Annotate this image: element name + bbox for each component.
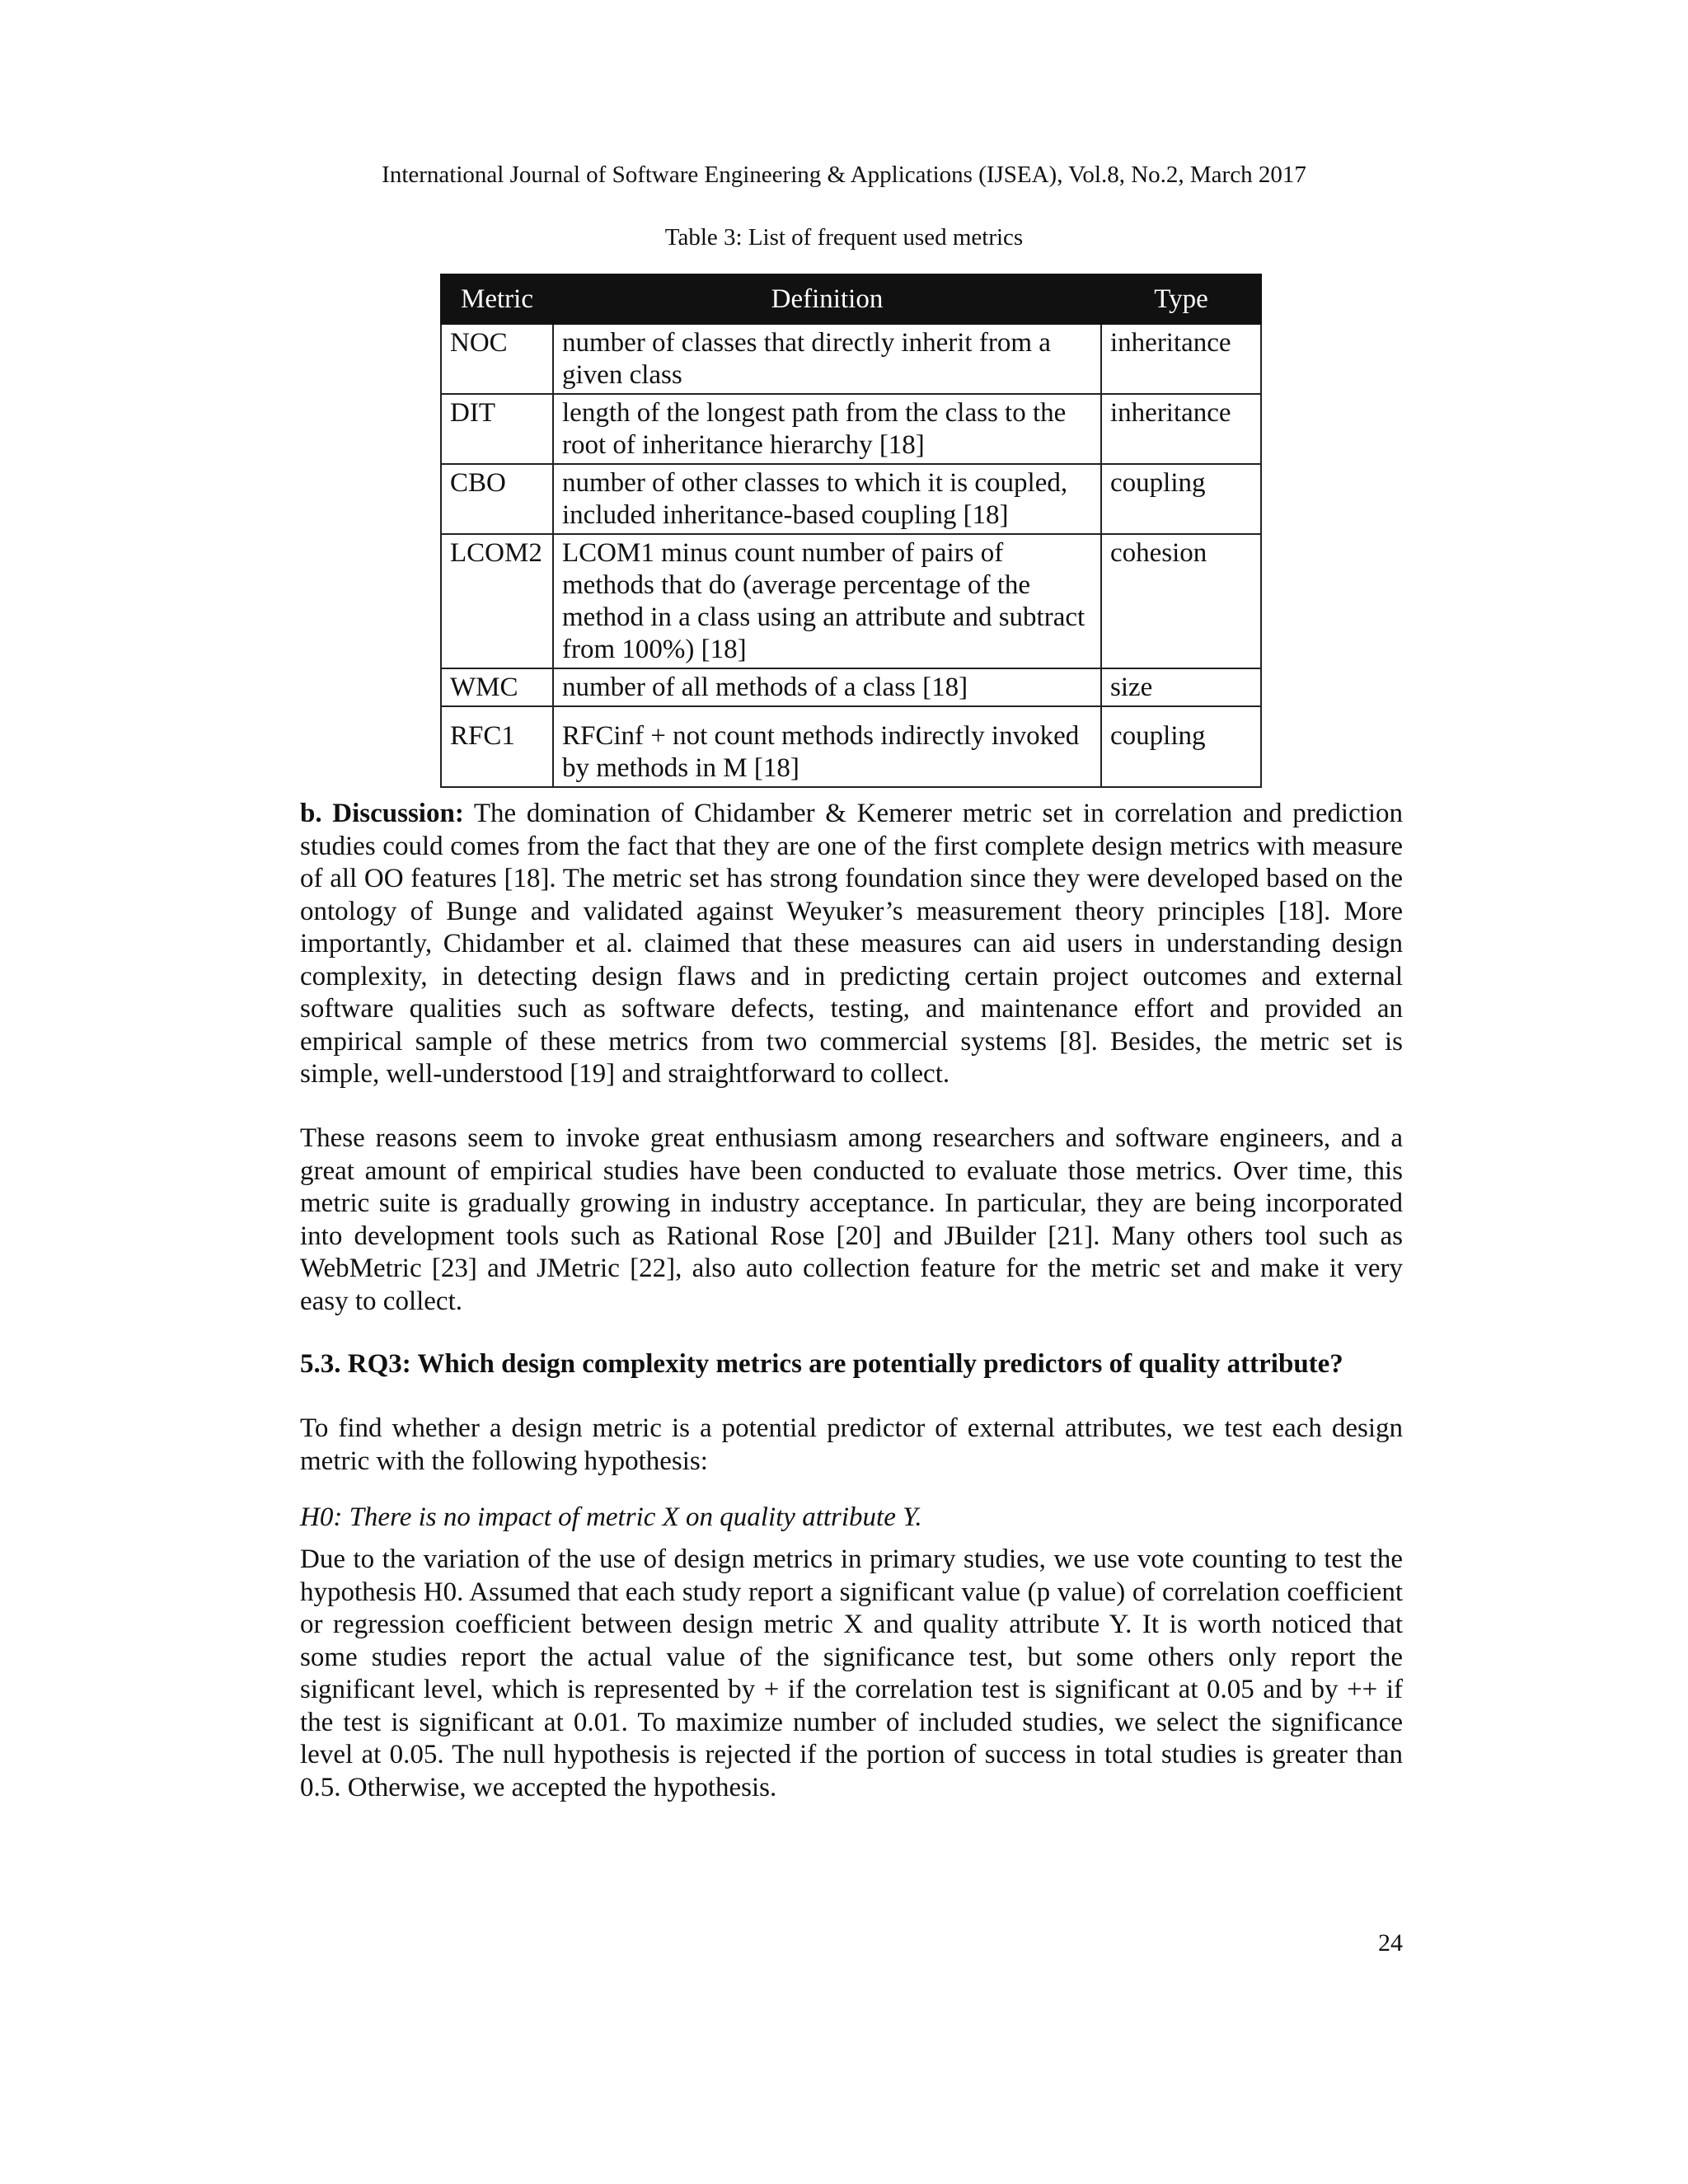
- table-row: [441, 534, 1261, 668]
- section-heading: 5.3. RQ3: Which design complexity metrics are potentially predictors of quality attribute?: [300, 1349, 1343, 1379]
- vote-counting-text: Due to the variation of the use of design metrics in primary studies, we use vote counting to test the hypothesis H0. Assumed that each study report a significant value (p value) of correlation coefficient or regression coefficient between design metric X and quality attribute Y. It is worth noticed that some studies report the actual value of the significance test, but some others only report the significant level, which is represented by + if the correlation test is significant at 0.05 and by ++ if the test is significant at 0.01. To maximize number of included studies, we select the significance level at 0.05. The null hypothesis is rejected if the portion of success in total studies is greater than 0.5. Otherwise, we accepted the hypothesis.: [300, 1544, 1403, 1802]
- table-caption: Table 3: List of frequent used metrics: [664, 224, 1024, 251]
- metric-cell: NOC: [441, 324, 553, 394]
- table-row: [441, 464, 1261, 534]
- page-number: 24: [1378, 1929, 1403, 1957]
- type-cell: inheritance: [1101, 394, 1261, 464]
- definition-cell: number of all methods of a class [18]: [553, 668, 1101, 706]
- reasons-paragraph: [300, 1122, 1403, 1318]
- metric-cell: WMC: [441, 668, 553, 706]
- metric-cell: RFC1: [441, 706, 553, 787]
- metrics-table: [440, 274, 1262, 788]
- reasons-text: These reasons seem to invoke great enthusiasm among researchers and software engineers, and a great amount of empirical studies have been conducted to evaluate those metrics. Over time, this metric suite is gradually growing in industry acceptance. In particular, they are being incorporated into development tools such as Rational Rose [20] and JBuilder [21]. Many others tool such as WebMetric [23] and JMetric [22], also auto collection feature for the metric set and make it very easy to collect.: [300, 1123, 1403, 1316]
- discussion-text: The domination of Chidamber & Kemerer metric set in correlation and prediction studies could comes from the fact that they are one of the first complete design metrics with measure of all OO features [18]. The metric set has strong foundation since they were developed based on the ontology of Bunge and validated against Weyuker’s measurement theory principles [18]. More importantly, Chidamber et al. claimed that these measures can aid users in understanding design complexity, in detecting design flaws and in predicting certain project outcomes and external software qualities such as software defects, testing, and maintenance effort and provided an empirical sample of these metrics from two commercial systems [8]. Besides, the metric set is simple, well-understood [19] and straightforward to collect.: [300, 799, 1404, 1089]
- type-cell: cohesion: [1101, 534, 1261, 668]
- table-row: [441, 324, 1261, 394]
- column-header-definition: Definition: [553, 274, 1101, 324]
- discussion-paragraph: [300, 798, 1403, 1091]
- metric-cell: DIT: [441, 394, 553, 464]
- type-cell: inheritance: [1101, 324, 1261, 394]
- type-cell: coupling: [1101, 464, 1261, 534]
- type-cell: size: [1101, 668, 1261, 706]
- metric-cell: LCOM2: [441, 534, 553, 668]
- discussion-label: b. Discussion:: [300, 799, 464, 828]
- vote-counting-paragraph: [300, 1544, 1403, 1804]
- table-row: [441, 394, 1261, 464]
- column-header-metric: Metric: [441, 274, 553, 324]
- table-header-row: [441, 274, 1261, 324]
- definition-cell: number of other classes to which it is coupled, included inheritance-based coupling [18]: [553, 464, 1101, 534]
- definition-cell: number of classes that directly inherit from a given class: [553, 324, 1101, 394]
- table-row: [441, 706, 1261, 787]
- table-row: [441, 668, 1261, 706]
- rq-intro-text: To find whether a design metric is a potential predictor of external attributes, we test each design metric with the following hypothesis:: [300, 1413, 1403, 1476]
- rq-intro-paragraph: [300, 1413, 1403, 1478]
- hypothesis-statement: H0: There is no impact of metric X on quality attribute Y.: [300, 1502, 922, 1532]
- column-header-type: Type: [1101, 274, 1261, 324]
- metric-cell: CBO: [441, 464, 553, 534]
- definition-cell: RFCinf + not count methods indirectly invoked by methods in M [18]: [553, 706, 1101, 787]
- definition-cell: LCOM1 minus count number of pairs of methods that do (average percentage of the method in a class using an attribute and subtract from 100%) [18]: [553, 534, 1101, 668]
- definition-cell: length of the longest path from the class to the root of inheritance hierarchy [18]: [553, 394, 1101, 464]
- running-header: International Journal of Software Engineering & Applications (IJSEA), Vol.8, No.2, March 2017: [382, 162, 1306, 188]
- type-cell: coupling: [1101, 706, 1261, 787]
